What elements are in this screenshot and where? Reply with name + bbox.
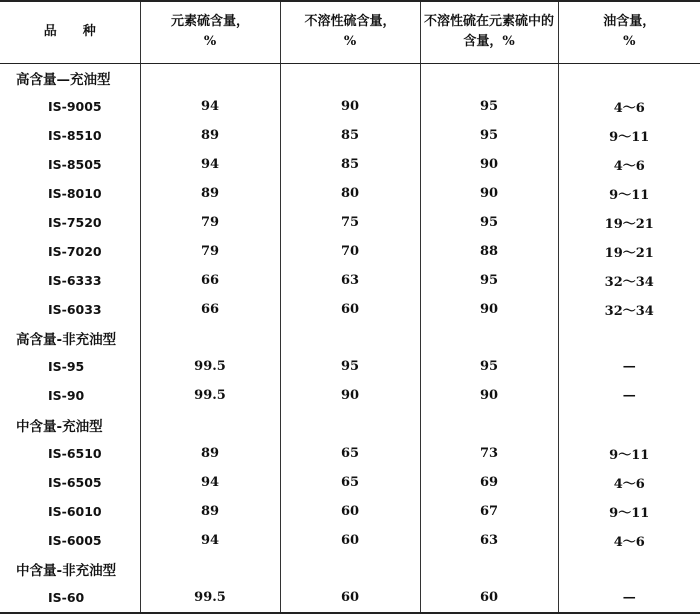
oil-content-cell: 32～34 (558, 295, 700, 324)
insoluble-sulfur-cell: 85 (280, 150, 420, 179)
grade-cell: IS-60 (0, 584, 140, 614)
header-line-2: % (623, 34, 636, 50)
elemental-sulfur-cell: 89 (140, 121, 280, 150)
oil-content-cell: — (558, 584, 700, 614)
table-row (0, 584, 700, 614)
grade-cell: IS-6510 (48, 446, 102, 462)
header-line-1: 不溶性硫含量， (304, 14, 396, 30)
group-row (0, 324, 700, 353)
empty-cell (280, 555, 420, 584)
elemental-sulfur-cell: 94 (140, 468, 280, 497)
empty-cell (140, 410, 280, 439)
header-elemental-sulfur (140, 1, 280, 63)
insoluble-ratio-cell: 60 (420, 584, 558, 614)
insoluble-sulfur-cell: 60 (280, 295, 420, 324)
table-body (0, 63, 700, 613)
grade-cell: IS-6005 (48, 532, 102, 548)
grade-cell: IS-7520 (48, 214, 102, 230)
oil-content-cell: 19～21 (558, 208, 700, 237)
header-line-1: 不溶性硫在元素硫中的 (423, 14, 554, 30)
oil-content-cell: — (558, 381, 700, 410)
oil-content-cell: 32～34 (558, 266, 700, 295)
group-row (0, 63, 700, 92)
insoluble-ratio-cell: 63 (420, 526, 558, 555)
insoluble-ratio-cell: 73 (420, 439, 558, 468)
header-insoluble-sulfur (280, 1, 420, 63)
grade-cell: IS-8505 (48, 157, 102, 173)
insoluble-sulfur-cell: 60 (280, 497, 420, 526)
grade-cell: IS-8510 (48, 128, 102, 144)
insoluble-sulfur-cell: 65 (280, 439, 420, 468)
elemental-sulfur-cell: 89 (140, 179, 280, 208)
insoluble-sulfur-cell: 63 (280, 266, 420, 295)
table-row (0, 266, 700, 295)
insoluble-sulfur-cell: 95 (280, 352, 420, 381)
grade-cell: IS-6333 (48, 272, 102, 288)
insoluble-ratio-cell: 95 (420, 208, 558, 237)
empty-cell (140, 555, 280, 584)
grade-cell: IS-7020 (48, 243, 102, 259)
empty-cell (280, 324, 420, 353)
oil-content-cell: 4～6 (558, 92, 700, 121)
header-line-2: % (203, 34, 217, 50)
group-label: 中含量-充油型 (16, 418, 103, 435)
table-header (0, 1, 700, 63)
insoluble-ratio-cell: 69 (420, 468, 558, 497)
elemental-sulfur-cell: 79 (140, 208, 280, 237)
header-grade-text: 品 种 (43, 24, 96, 40)
grade-cell: IS-6505 (48, 474, 102, 490)
oil-content-cell: 4～6 (558, 526, 700, 555)
empty-cell (420, 63, 558, 92)
insoluble-sulfur-cell: 75 (280, 208, 420, 237)
empty-cell (140, 63, 280, 92)
grade-cell: IS-8010 (48, 186, 102, 201)
group-label: 高含量—充油型 (16, 71, 111, 88)
empty-cell (280, 63, 420, 92)
table-row (0, 237, 700, 266)
insoluble-ratio-cell: 90 (420, 295, 558, 324)
oil-content-cell: 9～11 (558, 439, 700, 468)
insoluble-sulfur-cell: 65 (280, 468, 420, 497)
elemental-sulfur-cell: 89 (140, 439, 280, 468)
elemental-sulfur-cell: 89 (140, 497, 280, 526)
insoluble-sulfur-cell: 90 (280, 381, 420, 410)
table-row (0, 121, 700, 150)
header-line-1: 油含量， (603, 14, 656, 30)
insoluble-ratio-cell: 95 (420, 92, 558, 121)
insoluble-sulfur-cell: 70 (280, 237, 420, 266)
oil-content-cell: 9～11 (558, 497, 700, 526)
group-row (0, 555, 700, 584)
elemental-sulfur-cell: 94 (140, 150, 280, 179)
insoluble-ratio-cell: 95 (420, 121, 558, 150)
group-label: 中含量-非充油型 (16, 563, 117, 580)
table-row (0, 468, 700, 497)
header-line-2: % (343, 34, 357, 50)
oil-content-cell: 4～6 (558, 468, 700, 497)
header-line-2: 含量，% (463, 34, 515, 50)
header-row (0, 1, 700, 63)
empty-cell (558, 63, 700, 92)
insoluble-sulfur-cell: 60 (280, 584, 420, 614)
table-row (0, 497, 700, 526)
elemental-sulfur-cell: 94 (140, 92, 280, 121)
elemental-sulfur-cell: 79 (140, 237, 280, 266)
insoluble-ratio-cell: 95 (420, 352, 558, 381)
elemental-sulfur-cell: 66 (140, 266, 280, 295)
elemental-sulfur-cell: 99.5 (140, 584, 280, 614)
grade-cell: IS-95 (48, 359, 85, 375)
insoluble-sulfur-cell: 85 (280, 121, 420, 150)
group-label: 高含量-非充油型 (16, 331, 117, 348)
empty-cell (558, 410, 700, 439)
grade-cell: IS-6010 (48, 503, 102, 519)
elemental-sulfur-cell: 99.5 (140, 352, 280, 381)
grade-cell: IS-6033 (48, 301, 102, 317)
table-row (0, 352, 700, 381)
insoluble-sulfur-cell: 80 (280, 179, 420, 208)
table-row (0, 526, 700, 555)
empty-cell (558, 324, 700, 353)
insoluble-sulfur-cell: 90 (280, 92, 420, 121)
grade-cell: IS-90 (48, 388, 85, 404)
insoluble-ratio-cell: 90 (420, 381, 558, 410)
empty-cell (420, 410, 558, 439)
insoluble-ratio-cell: 95 (420, 266, 558, 295)
empty-cell (280, 410, 420, 439)
empty-cell (558, 555, 700, 584)
header-oil-content (558, 1, 700, 63)
insoluble-sulfur-cell: 60 (280, 526, 420, 555)
header-line-1: 元素硫含量， (170, 14, 249, 30)
header-insoluble-in-elemental (420, 1, 558, 63)
elemental-sulfur-cell: 66 (140, 295, 280, 324)
table-row (0, 92, 700, 121)
empty-cell (420, 324, 558, 353)
grade-cell: IS-9005 (48, 99, 102, 115)
empty-cell (420, 555, 558, 584)
oil-content-cell: — (558, 352, 700, 381)
insoluble-ratio-cell: 88 (420, 237, 558, 266)
table-row (0, 381, 700, 410)
elemental-sulfur-cell: 99.5 (140, 381, 280, 410)
empty-cell (140, 324, 280, 353)
table-row (0, 179, 700, 208)
table-row (0, 150, 700, 179)
elemental-sulfur-cell: 94 (140, 526, 280, 555)
oil-content-cell: 4～6 (558, 150, 700, 179)
insoluble-ratio-cell: 67 (420, 497, 558, 526)
insoluble-ratio-cell: 90 (420, 150, 558, 179)
oil-content-cell: 9～11 (558, 179, 700, 208)
table-row (0, 439, 700, 468)
oil-content-cell: 19～21 (558, 237, 700, 266)
group-row (0, 410, 700, 439)
insoluble-ratio-cell: 90 (420, 179, 558, 208)
table-row (0, 295, 700, 324)
table-row (0, 208, 700, 237)
oil-content-cell: 9～11 (558, 121, 700, 150)
header-grade (0, 1, 140, 63)
